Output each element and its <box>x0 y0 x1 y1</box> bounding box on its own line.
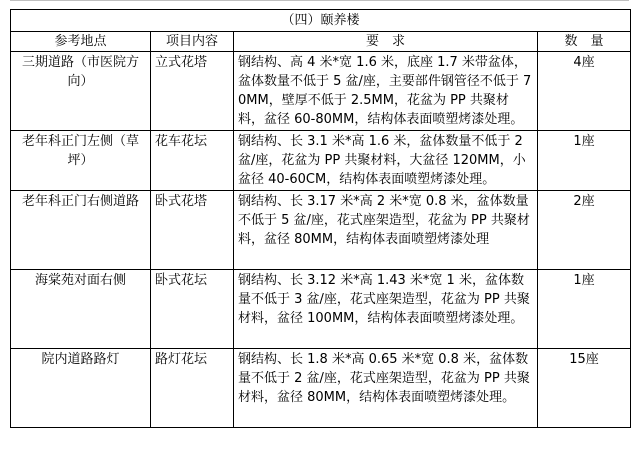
top-border-line <box>10 0 629 1</box>
cell-place: 老年科正门右侧道路 <box>11 191 151 270</box>
table-row <box>11 52 631 131</box>
cell-item: 立式花塔 <box>151 52 234 131</box>
cell-place: 海棠苑对面右侧 <box>11 270 151 349</box>
table-row <box>11 270 631 349</box>
cell-item: 路灯花坛 <box>151 349 234 428</box>
cell-quantity: 2座 <box>538 191 631 270</box>
cell-requirement: 钢结构、长 3.17 米*高 2 米*宽 0.8 米，盆体数量不低于 5 盆/座，花式座架造型，花盆为 PP 共聚材料，盆径 80MM，结构体表面喷塑烤漆处理 <box>234 191 538 270</box>
cell-place: 老年科正门左侧（草坪） <box>11 131 151 191</box>
cell-place: 三期道路（市医院方向） <box>11 52 151 131</box>
header-quantity: 数 量 <box>538 32 631 52</box>
cell-quantity: 1座 <box>538 270 631 349</box>
specification-table <box>10 9 631 428</box>
table-header-row <box>11 32 631 52</box>
table-row <box>11 131 631 191</box>
table-row <box>11 191 631 270</box>
cell-item: 卧式花塔 <box>151 191 234 270</box>
cell-requirement: 钢结构、长 3.1 米*高 1.6 米，盆体数量不低于 2 盆/座，花盆为 PP 共聚材料，大盆径 120MM，小盆径 40-60CM，结构体表面喷塑烤漆处理。 <box>234 131 538 191</box>
cell-place: 院内道路路灯 <box>11 349 151 428</box>
cell-quantity: 4座 <box>538 52 631 131</box>
cell-item: 卧式花坛 <box>151 270 234 349</box>
cell-requirement: 钢结构、长 3.12 米*高 1.43 米*宽 1 米，盆体数量不低于 3 盆/座，花式座架造型，花盆为 PP 共聚材料，盆径 100MM，结构体表面喷塑烤漆处理。 <box>234 270 538 349</box>
cell-item: 花车花坛 <box>151 131 234 191</box>
cell-requirement: 钢结构、高 4 米*宽 1.6 米，底座 1.7 米带盆体，盆体数量不低于 5 盆/座，主要部件钢管径不低于 70MM，壁厚不低于 2.5MM，花盆为 PP 共聚材料，盆径 60-80MM，结构体表面喷塑烤漆处理。 <box>234 52 538 131</box>
cell-requirement: 钢结构、长 1.8 米*高 0.65 米*宽 0.8 米，盆体数量不低于 2 盆/座，花式座架造型，花盆为 PP 共聚材料，盆径 80MM，结构体表面喷塑烤漆处理。 <box>234 349 538 428</box>
header-place: 参考地点 <box>11 32 151 52</box>
table-title: （四）颐养楼 <box>11 10 631 32</box>
cell-quantity: 1座 <box>538 131 631 191</box>
table-title-row <box>11 10 631 32</box>
header-item: 项目内容 <box>151 32 234 52</box>
header-requirement: 要 求 <box>234 32 538 52</box>
cell-quantity: 15座 <box>538 349 631 428</box>
table-row <box>11 349 631 428</box>
